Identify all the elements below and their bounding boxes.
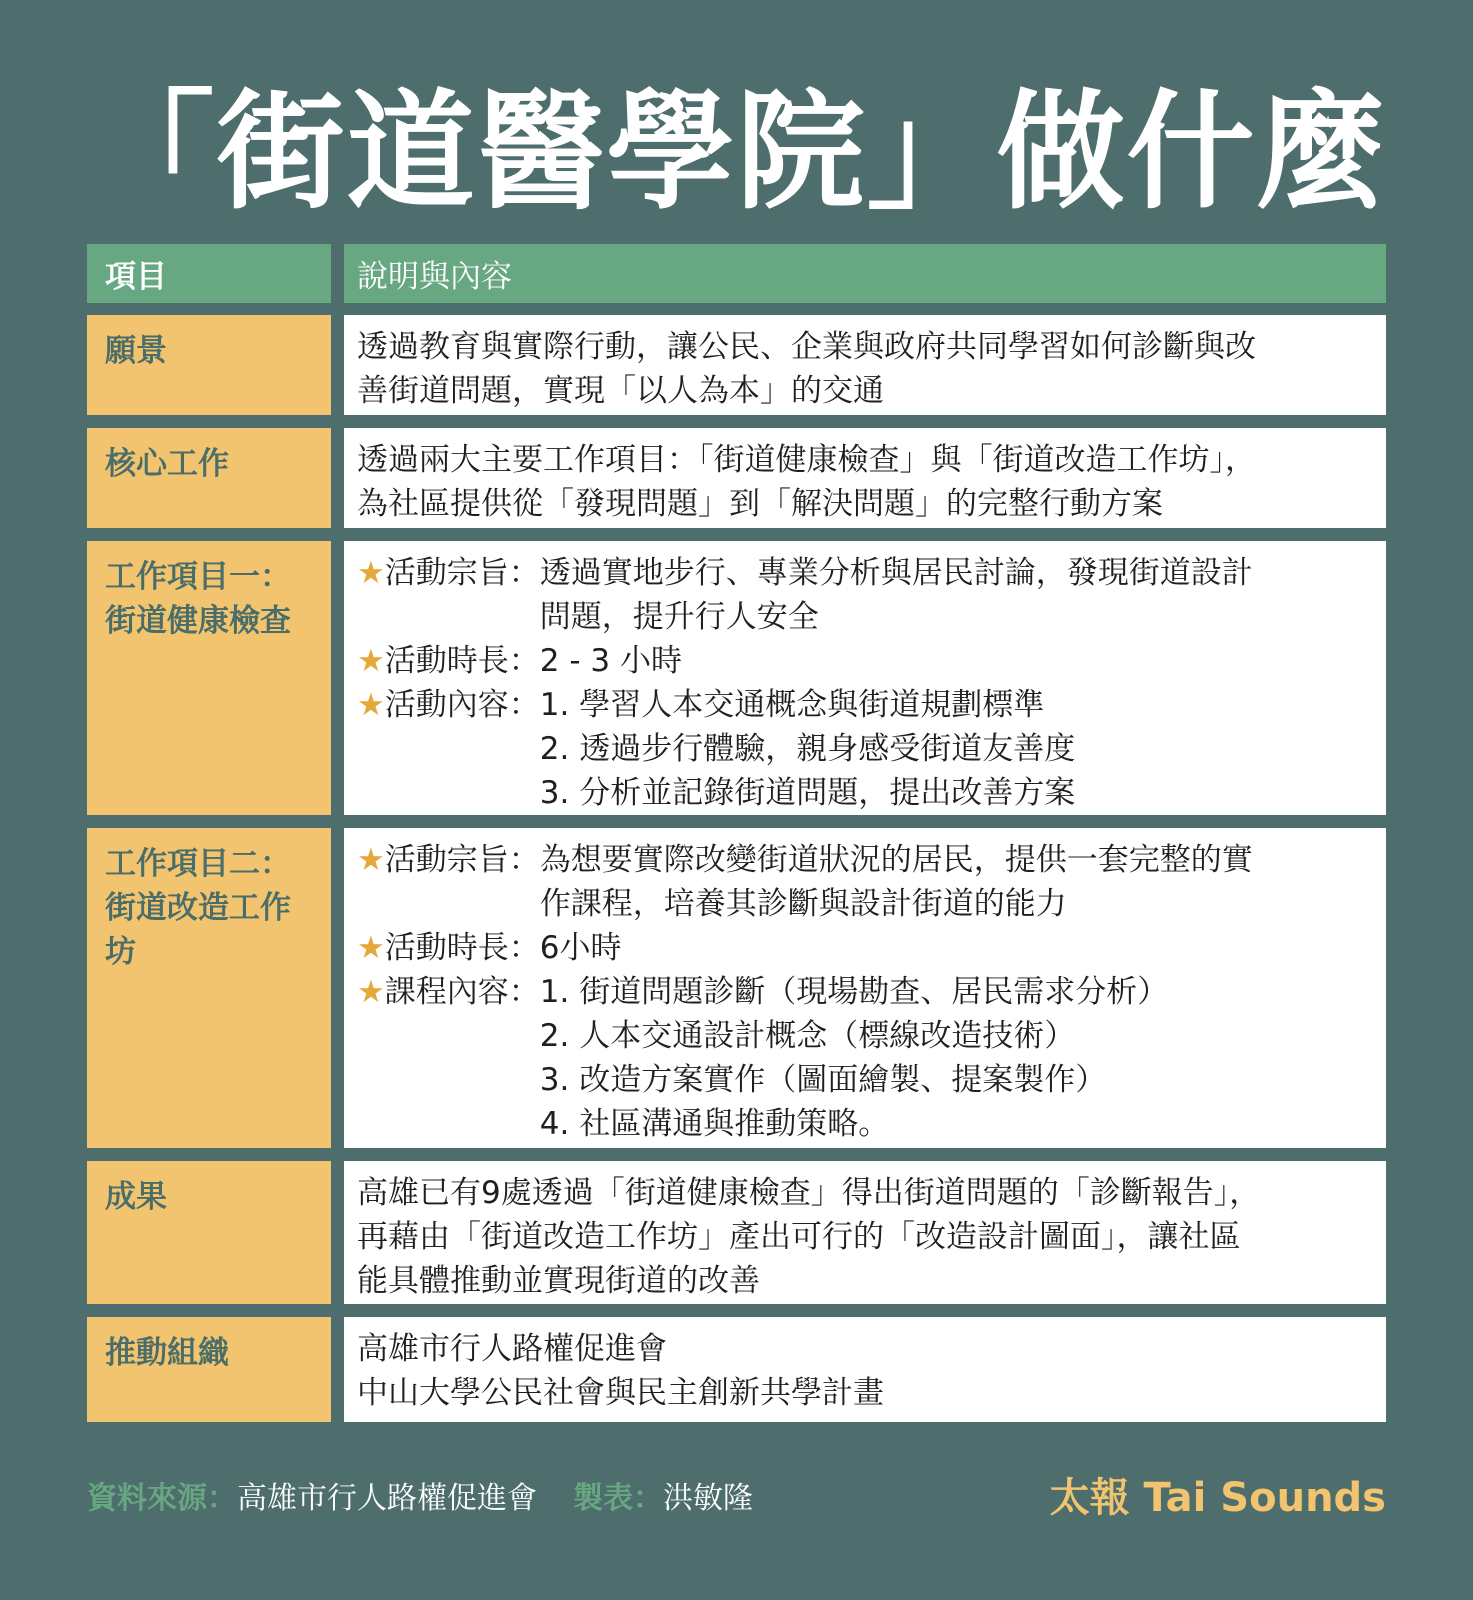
row-organization [87,1317,1386,1422]
row-vision [87,315,1386,415]
star-icon: ★ [357,555,385,591]
result-line: 能具體推動並實現街道的改善 [357,1263,760,1299]
work-item-2-label-line: 街道改造工作 [105,890,291,926]
result-line: 再藉由「街道改造工作坊」產出可行的「改造設計圖面」，讓社區 [357,1219,1241,1255]
duration-value: 2 - 3 小時 [539,643,682,679]
purpose-key: 活動宗旨： [384,842,540,878]
footer [87,1477,1386,1521]
organization-line: 中山大學公民社會與民主創新共學計畫 [357,1375,884,1411]
star-icon: ★ [357,930,385,966]
content-line: 4. 社區溝通與推動策略。 [539,1106,890,1142]
result-label: 成果 [87,1161,331,1304]
row-work-item-1 [87,541,1386,815]
work-item-2-label [87,828,331,1148]
item1-purpose [357,551,1372,639]
maker-value: 洪敏隆 [663,1481,753,1516]
item2-duration [357,926,1372,970]
content-key: 活動內容： [384,687,540,723]
purpose-line: 作課程，培養其診斷與設計街道的能力 [539,886,1067,922]
row-work-item-2 [87,828,1386,1148]
source-label: 資料來源： [87,1481,237,1516]
duration-key: 活動時長： [384,930,540,966]
star-icon: ★ [357,687,385,723]
organization-label: 推動組織 [87,1317,331,1422]
content-line: 1. 學習人本交通概念與街道規劃標準 [539,687,1045,723]
maker-label: 製表： [573,1481,663,1516]
purpose-key: 活動宗旨： [384,555,540,591]
header-description-cell: 說明與內容 [344,244,1386,303]
purpose-line: 問題，提升行人安全 [539,599,819,635]
content-line: 1. 街道問題診斷（現場勘查、居民需求分析） [539,974,1169,1010]
core-work-line: 透過兩大主要工作項目：「街道健康檢查」與「街道改造工作坊」， [357,442,1256,478]
star-icon: ★ [357,974,385,1010]
vision-content [344,315,1386,415]
work-item-2-content [344,828,1386,1148]
work-item-1-content [344,541,1386,815]
item1-content [357,683,1372,815]
brand-logo-text: 太報 Tai Sounds [1049,1475,1386,1521]
content-key: 課程內容： [384,974,540,1010]
item2-purpose [357,838,1372,926]
source-credit [87,1477,753,1521]
purpose-line: 為想要實際改變街道狀況的居民，提供一套完整的實 [539,842,1253,878]
page-title: 「街道醫學院」做什麼 [86,78,1387,227]
item1-duration [357,639,1372,683]
organization-content [344,1317,1386,1422]
duration-key: 活動時長： [384,643,540,679]
row-core-work [87,428,1386,528]
purpose-line: 透過實地步行、專業分析與居民討論，發現街道設計 [539,555,1253,591]
vision-label: 願景 [87,315,331,415]
work-item-1-label-line: 工作項目一： [105,559,291,595]
content-line: 3. 分析並記錄街道問題，提出改善方案 [539,775,1076,811]
content-line: 3. 改造方案實作（圖面繪製、提案製作） [539,1062,1107,1098]
item2-content [357,970,1372,1146]
organization-line: 高雄市行人路權促進會 [357,1331,667,1367]
header-item-cell: 項目 [87,244,331,303]
content-line: 2. 人本交通設計概念（標線改造技術） [539,1018,1076,1054]
duration-value: 6小時 [539,930,622,966]
vision-line: 透過教育與實際行動，讓公民、企業與政府共同學習如何診斷與改 [357,329,1256,365]
core-work-content [344,428,1386,528]
result-line: 高雄已有9處透過「街道健康檢查」得出街道問題的「診斷報告」， [357,1175,1261,1211]
row-result [87,1161,1386,1304]
work-item-1-label [87,541,331,815]
star-icon: ★ [357,842,385,878]
core-work-line: 為社區提供從「發現問題」到「解決問題」的完整行動方案 [357,486,1163,522]
vision-line: 善街道問題，實現「以人為本」的交通 [357,373,884,409]
work-item-2-label-line: 坊 [105,934,136,970]
core-work-label: 核心工作 [87,428,331,528]
work-item-2-label-line: 工作項目二： [105,846,291,882]
work-item-1-label-line: 街道健康檢查 [105,603,291,639]
star-icon: ★ [357,643,385,679]
table-header-row [87,244,1386,303]
source-value: 高雄市行人路權促進會 [237,1481,537,1516]
content-line: 2. 透過步行體驗，親身感受街道友善度 [539,731,1076,767]
result-content [344,1161,1386,1304]
